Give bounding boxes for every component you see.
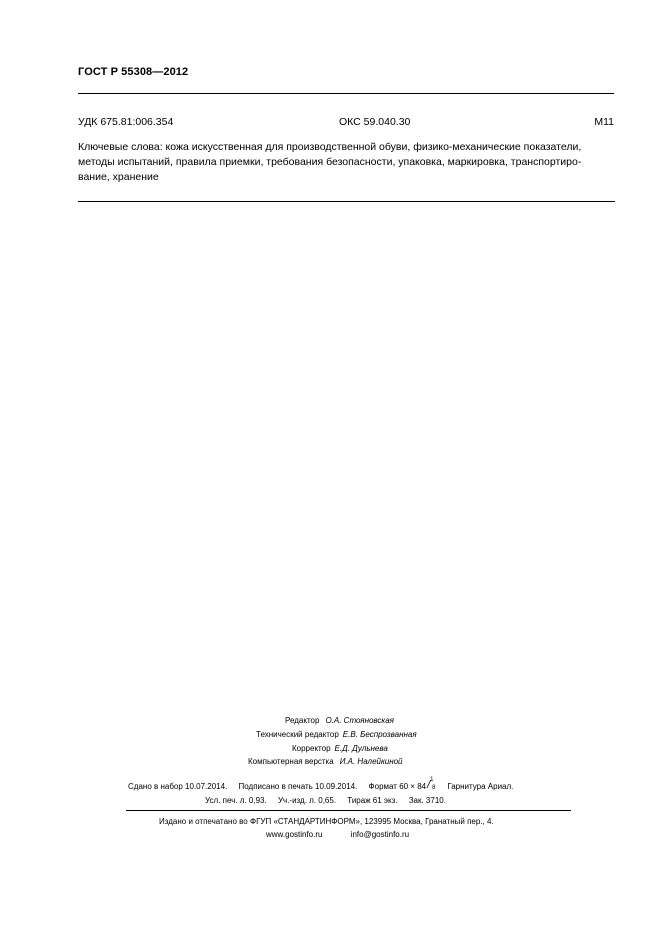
print-info-row-2 (205, 796, 446, 805)
print-sheets: Усл. печ. л. 0,93. (205, 796, 267, 805)
keywords-divider (78, 201, 615, 202)
tech-editor-role: Технический редактор (256, 730, 339, 739)
order-number: Зак. 3710. (408, 796, 446, 805)
publisher-contacts (266, 830, 409, 839)
format-fraction-numerator: 1 (430, 777, 434, 783)
group-code: М11 (594, 116, 614, 128)
publisher-address: Издано и отпечатано во ФГУП «СТАНДАРТИНФОРМ», 123995 Москва, Гранатный пер., 4. (159, 817, 494, 826)
keywords-block (78, 140, 615, 185)
keywords-line-2: методы испытаний, правила приемки, требования безопасности, упаковка, маркировка, транспортиро- (78, 156, 582, 168)
circulation: Тираж 61 экз. (347, 796, 398, 805)
keywords-line-3: вание, хранение (78, 171, 159, 183)
format-fraction: 1 / 8 (427, 777, 436, 791)
document-header-title: ГОСТ Р 55308—2012 (78, 66, 189, 78)
layout-role: Компьютерная верстка (248, 757, 334, 766)
publisher-email[interactable]: info@gostinfo.ru (350, 830, 410, 839)
editor-name: О.А. Стояновская (325, 716, 394, 725)
submitted-date: Сдано в набор 10.07.2014. (128, 782, 228, 791)
oks-code: ОКС 59.040.30 (339, 116, 411, 128)
editor-role: Редактор (285, 716, 320, 725)
header-divider (78, 93, 614, 94)
udk-code: УДК 675.81:006.354 (78, 116, 174, 128)
keywords-line-1: Ключевые слова: кожа искусственная для производственной обуви, физико-механические показатели, (78, 141, 582, 153)
layout-name: И.А. Налейкиной (339, 757, 403, 766)
tech-editor-credit (256, 730, 417, 739)
format-fraction-denominator: 8 (432, 785, 436, 791)
corrector-credit (292, 744, 388, 753)
corrector-name: Е.Д. Дульнева (334, 744, 388, 753)
print-info-row-1 (128, 777, 514, 792)
publisher-website[interactable]: www.gostinfo.ru (266, 830, 323, 839)
layout-credit (248, 757, 403, 766)
paper-format (368, 777, 437, 791)
typeface: Гарнитура Ариал. (447, 782, 514, 791)
footer-divider (126, 810, 571, 811)
tech-editor-name: Е.В. Беспрозванная (342, 730, 417, 739)
paper-format-text: Формат 60 × 84 (368, 782, 427, 791)
editor-credit (285, 716, 394, 725)
corrector-role: Корректор (292, 744, 331, 753)
signed-date: Подписано в печать 10.09.2014. (238, 782, 358, 791)
pub-sheets: Уч.-изд. л. 0,65. (277, 796, 337, 805)
